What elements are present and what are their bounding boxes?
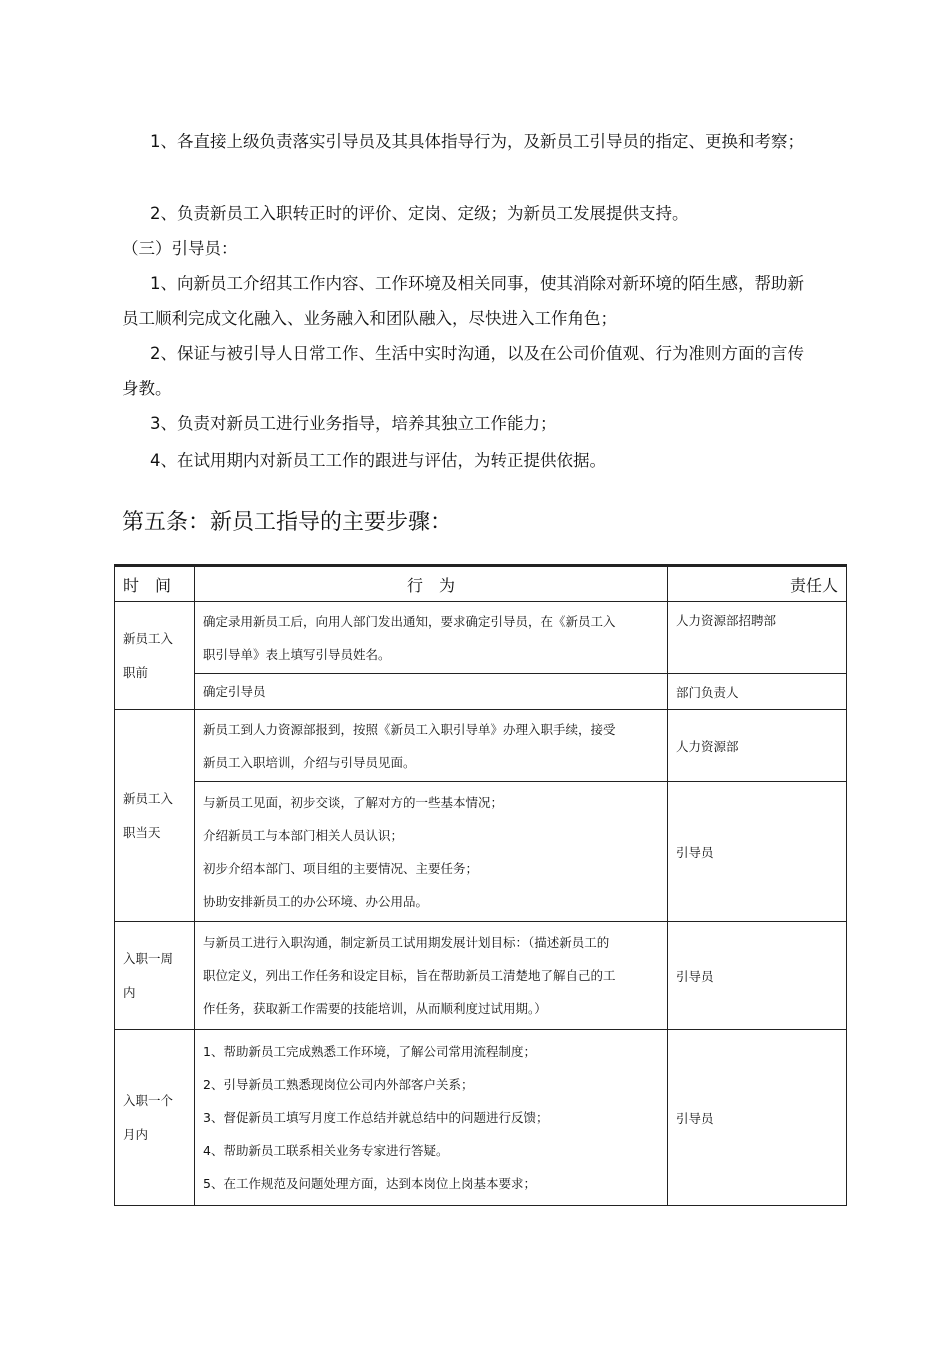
responsible-cell: 引导员 [668, 782, 847, 922]
table-row [115, 1030, 847, 1206]
paragraph-guide-4: 4、在试用期内对新员工工作的跟进与评估，为转正提供依据。 [150, 451, 606, 470]
responsible-cell: 引导员 [668, 922, 847, 1030]
paragraph-guide-3: 3、负责对新员工进行业务指导，培养其独立工作能力； [150, 414, 557, 433]
action-cell: 确定录用新员工后，向用人部门发出通知，要求确定引导员，在《新员工入 职引导单》表上填写引导员姓名。 [195, 602, 668, 674]
table-row [115, 782, 847, 922]
paragraph-guide-2: 2、保证与被引导人日常工作、生活中实时沟通，以及在公司价值观、行为准则方面的言传身教。 [122, 344, 804, 398]
responsible-cell: 部门负责人 [668, 674, 847, 710]
responsible-cell: 人力资源部 [668, 710, 847, 782]
time-cell: 新员工入 职当天 [115, 710, 195, 922]
action-cell: 与新员工进行入职沟通，制定新员工试用期发展计划目标：（描述新员工的 职位定义，列出工作任务和设定目标，旨在帮助新员工清楚地了解自己的工 作任务，获取新工作需要的技能培训，从而顺利度过试用期。） [195, 922, 668, 1030]
header-time: 时 间 [115, 566, 195, 602]
time-cell: 新员工入 职前 [115, 602, 195, 710]
responsible-cell: 人力资源部招聘部 [668, 602, 847, 674]
table-header-row [115, 566, 847, 602]
time-cell: 入职一周 内 [115, 922, 195, 1030]
action-cell: 1、帮助新员工完成熟悉工作环境，了解公司常用流程制度； 2、引导新员工熟悉现岗位公司内外部客户关系； 3、督促新员工填写月度工作总结并就总结中的问题进行反馈； 4、帮助新员工联系相关业务专家进行答疑。 5、在工作规范及问题处理方面，达到本岗位上岗基本要求； [195, 1030, 668, 1206]
table-row [115, 710, 847, 782]
subsection-title-guide: （三）引导员： [122, 239, 238, 258]
header-action: 行 为 [195, 566, 668, 602]
table-row [115, 922, 847, 1030]
steps-table [114, 564, 847, 1206]
section-heading: 第五条：新员工指导的主要步骤： [122, 510, 453, 535]
header-responsible: 责任人 [668, 566, 847, 602]
table-row [115, 674, 847, 710]
paragraph-supervisor-1: 1、各直接上级负责落实引导员及其具体指导行为，及新员工引导员的指定、更换和考察； [150, 132, 804, 151]
paragraph-guide-1: 1、向新员工介绍其工作内容、工作环境及相关同事，使其消除对新环境的陌生感，帮助新员工顺利完成文化融入、业务融入和团队融入，尽快进入工作角色； [122, 274, 804, 328]
action-cell: 确定引导员 [195, 674, 668, 710]
time-cell: 入职一个 月内 [115, 1030, 195, 1206]
responsible-cell: 引导员 [668, 1030, 847, 1206]
action-cell: 与新员工见面，初步交谈，了解对方的一些基本情况； 介绍新员工与本部门相关人员认识； 初步介绍本部门、项目组的主要情况、主要任务； 协助安排新员工的办公环境、办公用品。 [195, 782, 668, 922]
table-row [115, 602, 847, 674]
action-cell: 新员工到人力资源部报到，按照《新员工入职引导单》办理入职手续，接受 新员工入职培训，介绍与引导员见面。 [195, 710, 668, 782]
paragraph-supervisor-2: 2、负责新员工入职转正时的评价、定岗、定级；为新员工发展提供支持。 [150, 204, 689, 223]
